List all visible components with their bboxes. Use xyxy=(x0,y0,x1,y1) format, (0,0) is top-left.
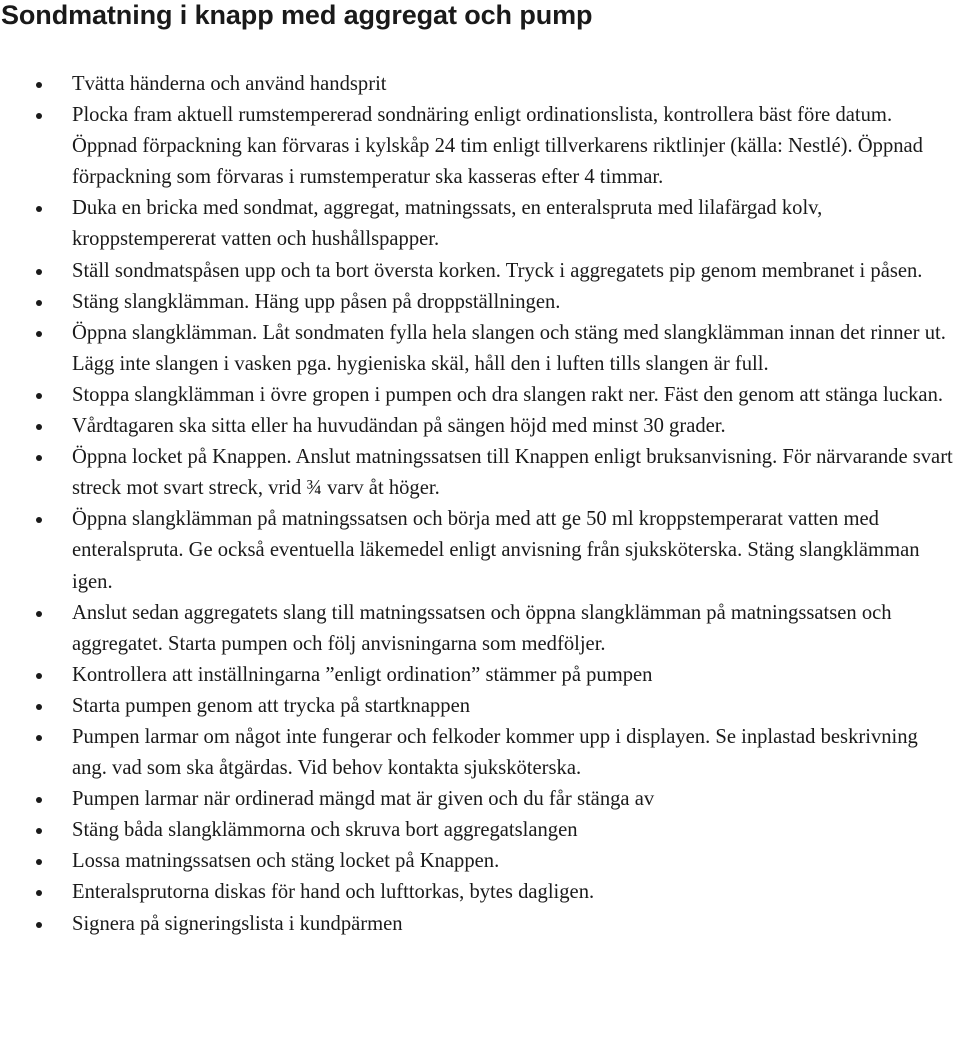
list-item xyxy=(0,909,960,940)
list-item xyxy=(0,256,960,287)
bullet-icon xyxy=(36,735,42,741)
bullet-icon xyxy=(36,517,42,523)
list-item-text: Öppna locket på Knappen. Anslut matningssatsen till Knappen enligt bruksanvisning. För närvarande svart streck mot svart streck, vrid ¾ varv åt höger. xyxy=(72,446,953,500)
bullet-icon xyxy=(36,300,42,306)
page-title: Sondmatning i knapp med aggregat och pump xyxy=(1,0,593,30)
list-item-text: Anslut sedan aggregatets slang till matningssatsen och öppna slangklämman på matningssatsen och aggregatet. Starta pumpen och följ anvisningarna som medföljer. xyxy=(72,601,892,655)
list-item-text: Kontrollera att inställningarna ”enligt ordination” stämmer på pumpen xyxy=(72,663,653,686)
list-item-text: Starta pumpen genom att trycka på startknappen xyxy=(72,694,471,717)
list-item xyxy=(0,69,960,100)
list-item-text: Lossa matningssatsen och stäng locket på Knappen. xyxy=(72,850,500,873)
list-item xyxy=(0,442,960,504)
bullet-icon xyxy=(36,797,42,803)
list-item-text: Tvätta händerna och använd handsprit xyxy=(72,73,387,95)
list-item-text: Plocka fram aktuell rumstempererad sondnäring enligt ordinationslista, kontrollera bäst före datum. Öppnad förpackning kan förvaras i kylskåp 24 tim enligt tillverkarens riktlinjer (källa: Nestlé). Öppnad förpackning som förvaras i rumstemperatur ska kasseras efter 4 timmar. xyxy=(72,104,923,189)
list-item xyxy=(0,504,960,597)
list-item xyxy=(0,100,960,193)
list-item-text: Pumpen larmar om något inte fungerar och felkoder kommer upp i displayen. Se inplastad beskrivning ang. vad som ska åtgärdas. Vid behov kontakta sjuksköterska. xyxy=(72,725,918,780)
list-item-text: Duka en bricka med sondmat, aggregat, matningssats, en enteralspruta med lilafärgad kolv, kroppstempererat vatten och hushållspapper. xyxy=(72,197,823,251)
list-item xyxy=(0,815,960,846)
list-item xyxy=(0,193,960,255)
list-item xyxy=(0,784,960,815)
list-item xyxy=(0,318,960,380)
list-item-text: Öppna slangklämman. Låt sondmaten fylla hela slangen och stäng med slangklämman innan det rinner ut. Lägg inte slangen i vasken pga. hygieniska skäl, håll den i luften tills slangen är full. xyxy=(72,321,946,375)
list-item xyxy=(0,598,960,660)
bullet-icon xyxy=(36,704,42,710)
bullet-icon xyxy=(36,269,42,275)
list-item xyxy=(0,380,960,411)
instruction-list xyxy=(0,69,960,940)
list-item-text: Enteralsprutorna diskas för hand och lufttorkas, bytes dagligen. xyxy=(72,881,595,904)
bullet-icon xyxy=(36,113,42,119)
list-item xyxy=(0,287,960,318)
list-item-text: Ställ sondmatspåsen upp och ta bort översta korken. Tryck i aggregatets pip genom membranet i påsen. xyxy=(72,259,923,282)
bullet-icon xyxy=(36,331,42,337)
list-item xyxy=(0,691,960,722)
bullet-icon xyxy=(36,859,42,865)
list-item-text: Signera på signeringslista i kundpärmen xyxy=(72,912,403,935)
bullet-icon xyxy=(36,890,42,896)
bullet-icon xyxy=(36,424,42,430)
bullet-icon xyxy=(36,206,42,212)
bullet-icon xyxy=(36,922,42,928)
bullet-icon xyxy=(36,82,42,88)
list-item xyxy=(0,722,960,784)
bullet-icon xyxy=(36,393,42,399)
list-item xyxy=(0,660,960,691)
list-item xyxy=(0,846,960,877)
bullet-icon xyxy=(36,673,42,679)
bullet-icon xyxy=(36,455,42,461)
list-item-text: Stäng slangklämman. Häng upp påsen på droppställningen. xyxy=(72,290,561,313)
list-item xyxy=(0,411,960,442)
list-item-text: Vårdtagaren ska sitta eller ha huvudändan på sängen höjd med minst 30 grader. xyxy=(72,415,726,438)
list-item-text: Stäng båda slangklämmorna och skruva bort aggregatslangen xyxy=(72,819,578,842)
list-item-text: Stoppa slangklämman i övre gropen i pumpen och dra slangen rakt ner. Fäst den genom att stänga luckan. xyxy=(72,383,944,406)
bullet-icon xyxy=(36,611,42,617)
list-item xyxy=(0,877,960,908)
bullet-icon xyxy=(36,828,42,834)
list-item-text: Pumpen larmar när ordinerad mängd mat är given och du får stänga av xyxy=(72,788,655,811)
list-item-text: Öppna slangklämman på matningssatsen och börja med att ge 50 ml kroppstemperarat vatten med enteralspruta. Ge också eventuella läkemedel enligt anvisning från sjuksköterska. Stäng slangklämman igen. xyxy=(72,508,920,593)
